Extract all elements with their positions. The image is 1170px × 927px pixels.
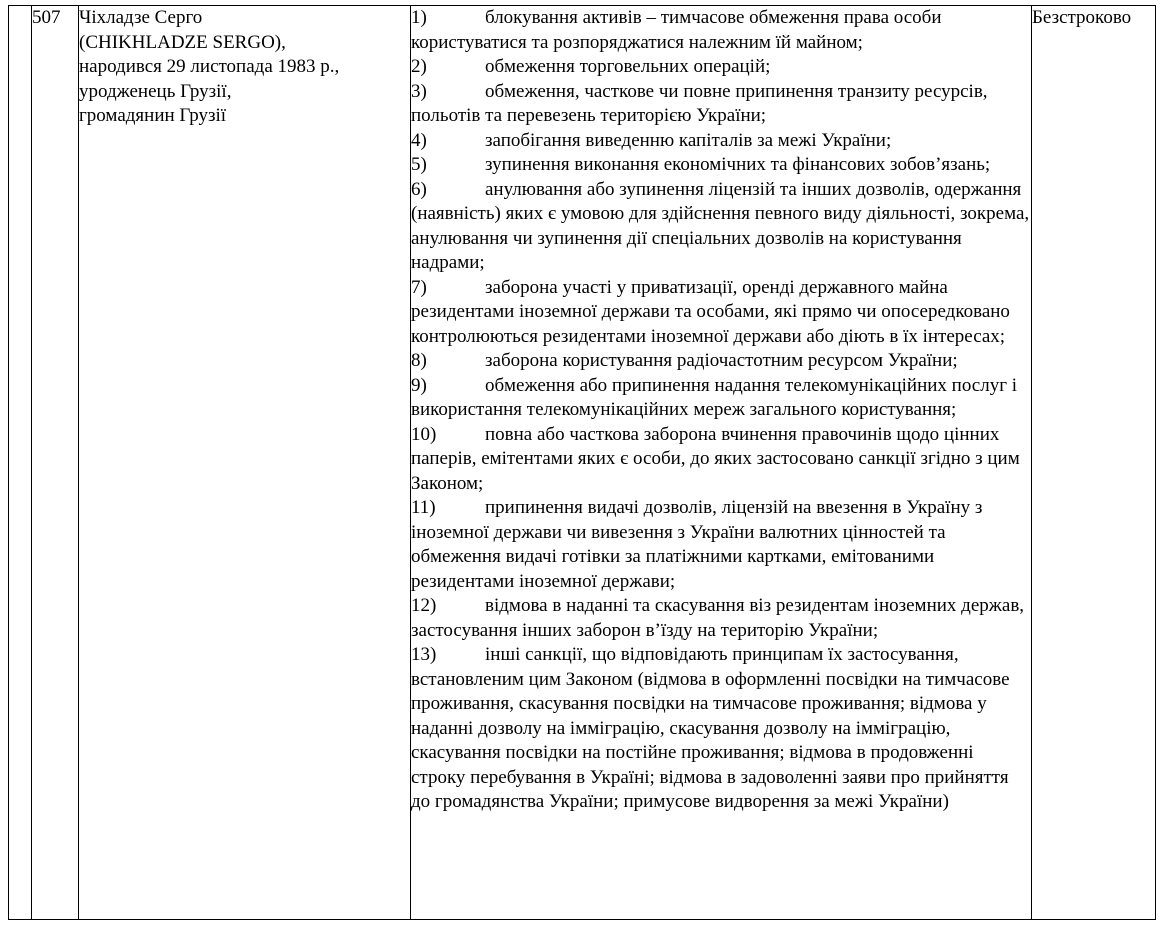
person-info-line: уродженець Грузії, <box>79 80 232 102</box>
sanction-item-text: обмеження або припинення надання телекомунікаційних послуг і використання телекомунікаційних мереж загального користування; <box>411 374 1018 420</box>
sanction-item-number: 11) <box>411 497 436 518</box>
sanction-item-number: 1) <box>411 7 427 28</box>
cell-duration <box>1032 6 1156 920</box>
sanctions-table <box>8 5 1156 920</box>
sanction-item-number: 10) <box>411 423 437 445</box>
sanction-item <box>411 178 1031 276</box>
sanction-item-number: 2) <box>411 56 427 77</box>
sanctions-list <box>411 6 1031 815</box>
sanction-item <box>411 276 1031 350</box>
sanction-item <box>411 129 1031 154</box>
sanction-item <box>411 349 1031 374</box>
cell-left-margin <box>9 6 32 920</box>
sanction-item <box>411 55 1031 80</box>
cell-sanctions <box>411 6 1032 920</box>
sanction-item-text: відмова в наданні та скасування віз резидентам іноземних держав, застосування інших заборон в’їзду на територію України; <box>411 595 1025 641</box>
sanction-item <box>411 643 1031 815</box>
sanction-item-text: припинення видачі дозволів, ліцензій на ввезення в Україну з іноземної держави чи вивезення з України валютних цінностей та обмеження видачі готівки за платіжними картками, емітованими резидентами іноземної держави; <box>411 497 983 592</box>
sanction-item <box>411 6 1031 55</box>
sanction-item-text: повна або часткова заборона вчинення правочинів щодо цінних паперів, емітентами яких є особи, до яких застосовано санкції згідно з цим Законом; <box>411 423 1020 494</box>
sanction-item-number: 6) <box>411 178 427 200</box>
cell-entry-number <box>32 6 79 920</box>
sanction-item-text: запобігання виведенню капіталів за межі України; <box>485 129 892 151</box>
sanction-item-number: 5) <box>411 154 427 175</box>
entry-number: 507 <box>32 7 61 28</box>
sanction-item-number: 7) <box>411 276 427 298</box>
sanction-item-text: зупинення виконання економічних та фінансових зобов’язань; <box>485 154 991 175</box>
sanction-item <box>411 80 1031 129</box>
sanction-item-number: 12) <box>411 595 437 616</box>
sanction-item-number: 8) <box>411 350 427 371</box>
sanction-item-text: блокування активів – тимчасове обмеження права особи користуватися та розпоряджатися належним їй майном; <box>411 7 942 53</box>
sanction-item-text: анулювання або зупинення ліцензій та інших дозволів, одержання (наявність) яких є умовою для здійснення певного виду діяльності, зокрема, анулювання чи зупинення дії спеціальних дозволів на користування надрами; <box>411 178 1030 273</box>
sanction-item-text: заборона користування радіочастотним ресурсом України; <box>485 350 958 371</box>
sanction-item <box>411 153 1031 178</box>
person-info-line: народився 29 листопада 1983 р., <box>79 56 340 77</box>
sanction-item-number: 9) <box>411 374 427 396</box>
table-row <box>9 6 1156 920</box>
sanction-item-number: 3) <box>411 80 427 102</box>
sanction-item-number: 4) <box>411 129 427 151</box>
duration-label: Безстроково <box>1032 7 1132 28</box>
sanction-item-number: 13) <box>411 644 437 665</box>
sanction-item-text: заборона участі у приватизації, оренді державного майна резидентами іноземної держави та особами, які прямо чи опосередковано контролюються резидентами іноземної держави або діють в їх інтересах; <box>411 276 1010 347</box>
sanction-item <box>411 496 1031 594</box>
sanction-item-text: обмеження торговельних операцій; <box>485 56 771 77</box>
sanction-item <box>411 423 1031 497</box>
sanction-item-text: інші санкції, що відповідають принципам їх застосування, встановленим цим Законом (відмова в оформленні посвідки на тимчасове проживання, скасування посвідки на тимчасове проживання; відмова у наданні дозволу на імміграцію, скасування дозволу на імміграцію, скасування посвідки на постійне проживання; відмова в продовженні строку перебування в Україні; відмова в задоволенні заяви про прийняття до громадянства України; примусове видворення за межі України) <box>411 644 1010 812</box>
sanction-item-text: обмеження, часткове чи повне припинення транзиту ресурсів, польотів та перевезень територією України; <box>411 80 988 126</box>
person-info-line: Чіхладзе Серго <box>79 7 203 28</box>
sanction-item <box>411 374 1031 423</box>
person-info-line: (CHIKHLADZE SERGO), <box>79 31 286 53</box>
cell-person-info <box>79 6 411 920</box>
sanction-item <box>411 594 1031 643</box>
person-info <box>79 6 410 129</box>
person-info-line: громадянин Грузії <box>79 105 227 126</box>
